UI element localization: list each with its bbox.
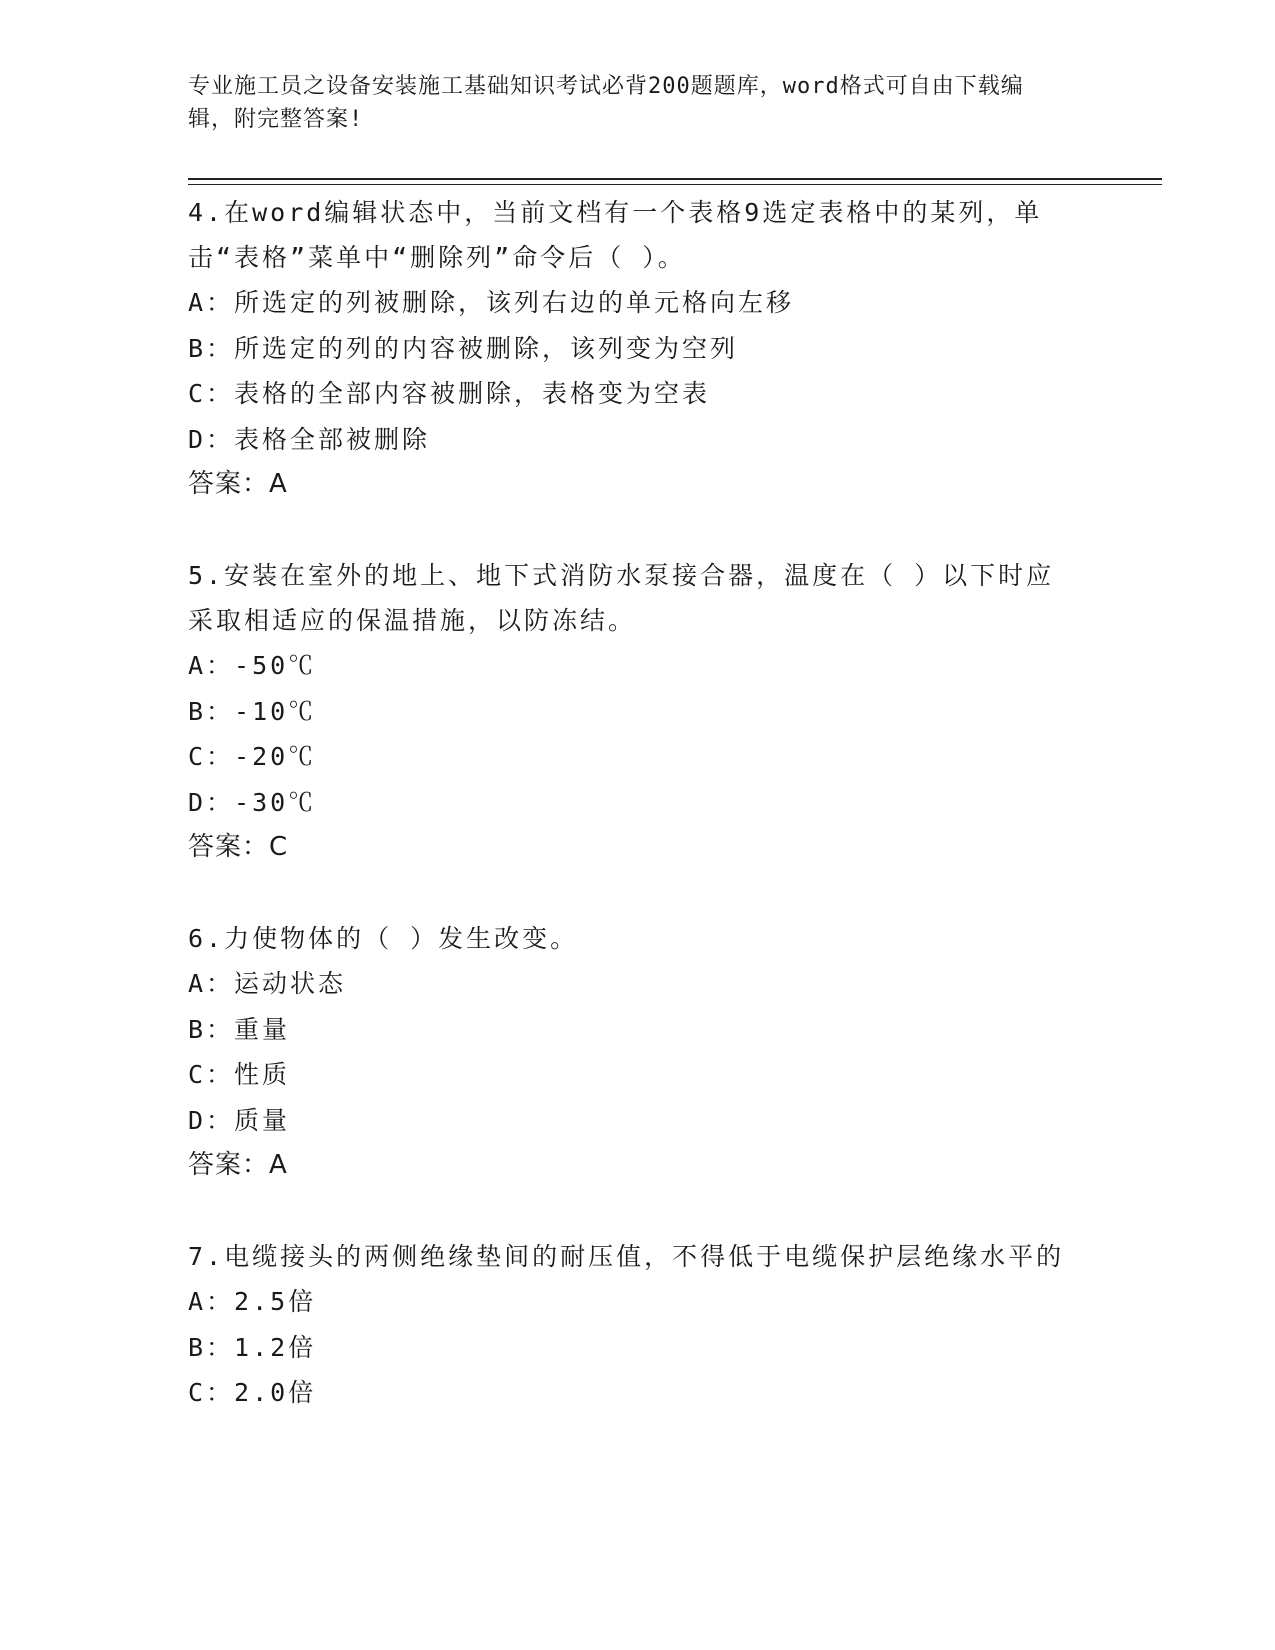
question-stem: 7.电缆接头的两侧绝缘垫间的耐压值，不得低于电缆保护层绝缘水平的	[188, 1242, 1065, 1271]
option-d: D：质量	[188, 1105, 291, 1135]
document-title: 专业施工员之设备安装施工基础知识考试必背200题题库，word格式可自由下载编辑，附完整答案!	[188, 74, 1024, 132]
header-divider-thin	[188, 184, 1162, 185]
option-b: B：重量	[188, 1014, 291, 1044]
answer-line: 答案：A	[188, 469, 288, 499]
question-4	[188, 190, 1088, 507]
option-c: C：表格的全部内容被删除，表格变为空表	[188, 379, 711, 408]
question-list	[188, 190, 1088, 1462]
question-6	[188, 916, 1088, 1188]
question-7	[188, 1234, 1088, 1416]
header-divider-thick	[188, 178, 1162, 180]
question-stem: 6.力使物体的（ ）发生改变。	[188, 924, 579, 953]
option-c: C：-20℃	[188, 742, 317, 771]
option-c: C：性质	[188, 1060, 291, 1089]
answer-line: 答案：A	[188, 1150, 288, 1180]
option-a: A：运动状态	[188, 969, 347, 998]
answer-line: 答案：C	[188, 832, 289, 862]
option-c: C：2.0倍	[188, 1378, 317, 1407]
question-stem: 5.安装在室外的地上、地下式消防水泵接合器，温度在（ ）以下时应采取相适应的保温措施，以防冻结。	[188, 561, 1055, 635]
option-a: A：-50℃	[188, 651, 317, 680]
option-b: B：1.2倍	[188, 1332, 317, 1362]
question-stem: 4.在word编辑状态中，当前文档有一个表格9选定表格中的某列，单击“表格”菜单中“删除列”命令后（ ）。	[188, 198, 1043, 272]
option-d: D：表格全部被删除	[188, 424, 431, 454]
option-b: B：所选定的列的内容被删除，该列变为空列	[188, 333, 739, 363]
option-a: A：2.5倍	[188, 1287, 317, 1316]
option-b: B：-10℃	[188, 696, 317, 726]
option-a: A：所选定的列被删除，该列右边的单元格向左移	[188, 288, 795, 317]
question-5	[188, 553, 1088, 870]
option-d: D：-30℃	[188, 787, 317, 817]
